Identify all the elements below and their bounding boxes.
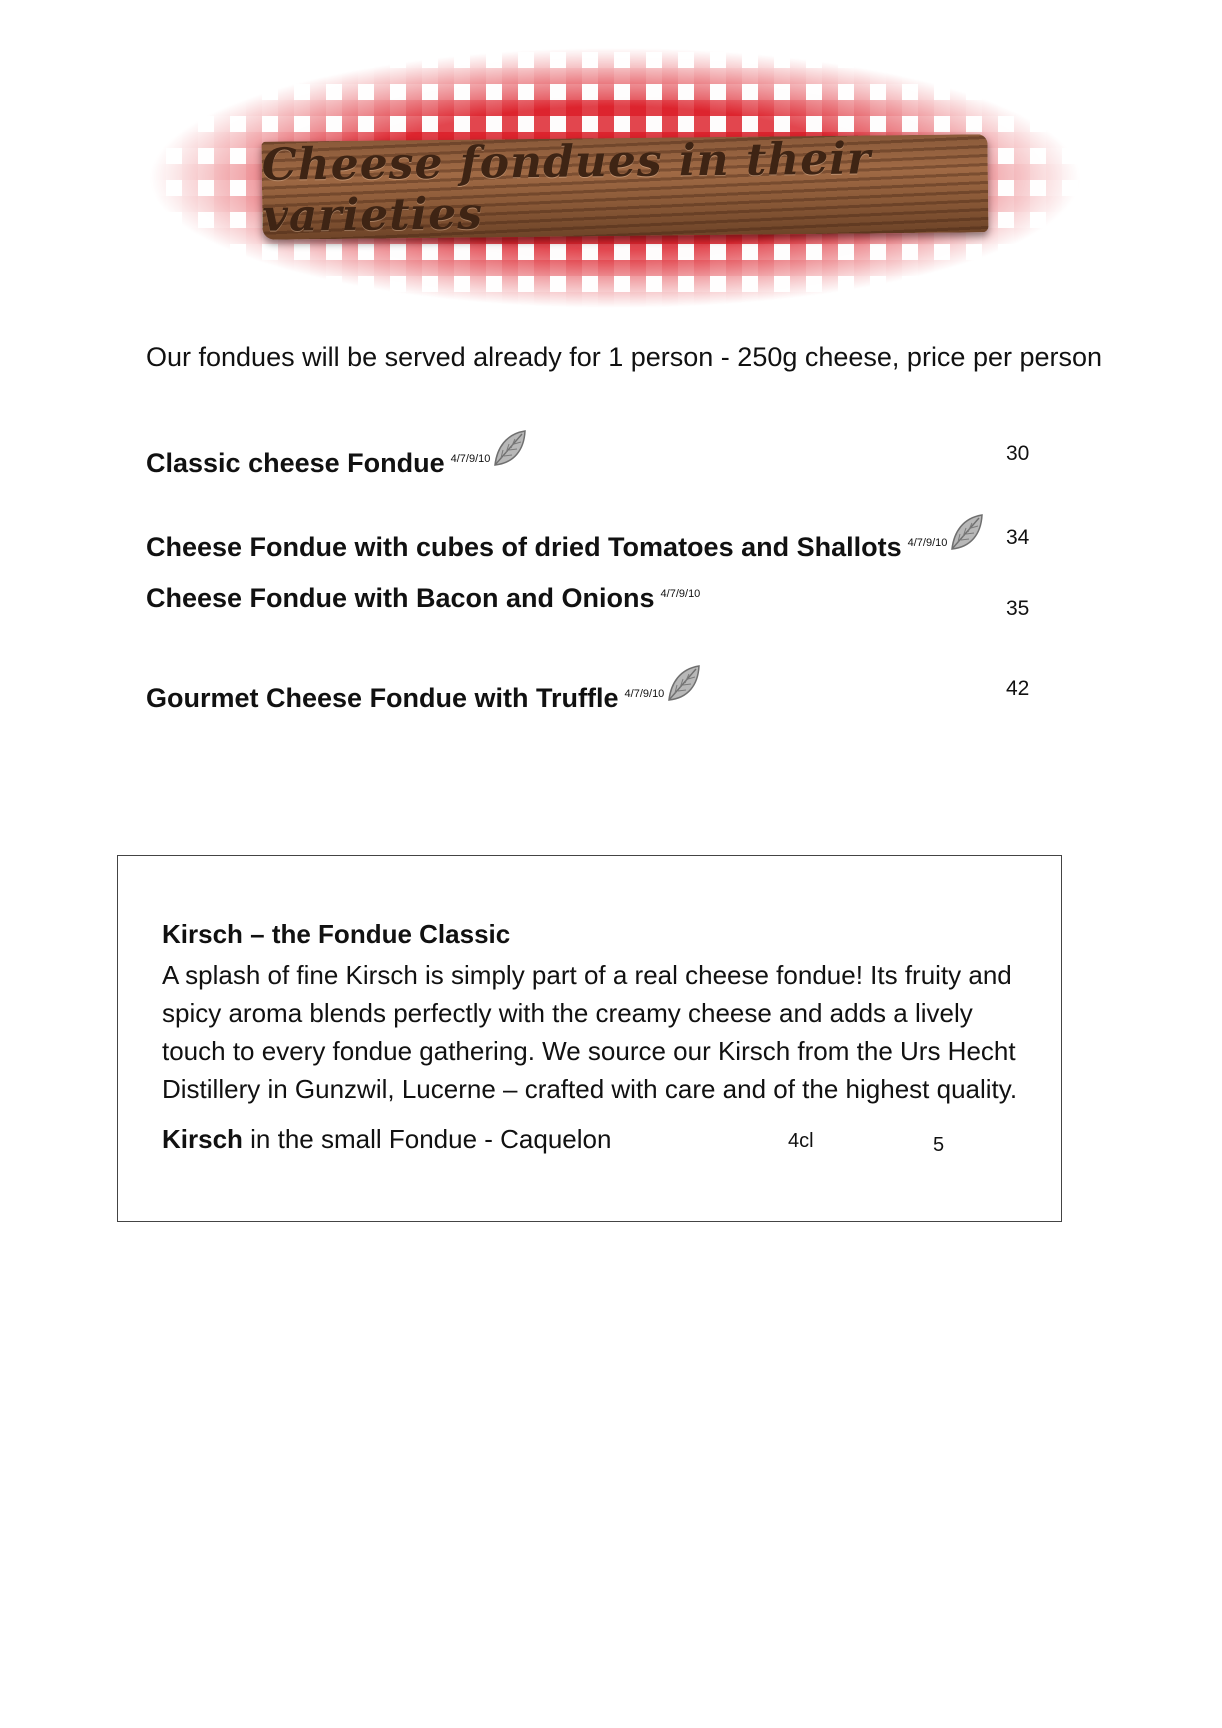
leaf-icon bbox=[492, 428, 528, 473]
allergen-codes: 4/7/9/10 bbox=[660, 588, 701, 600]
kirsch-title: Kirsch – the Fondue Classic bbox=[162, 919, 511, 949]
item-price: 35 bbox=[1006, 597, 1030, 620]
kirsch-description: A splash of fine Kirsch is simply part of a real cheese fondue! Its fruity and spicy aroma blends perfectly with the creamy cheese and adds a lively touch to every fondue gathering. We source our Kirsch from the Urs Hecht Distillery in Gunzwil, Lucerne – crafted with care and of the highest quality. bbox=[162, 960, 1018, 1104]
allergen-codes: 4/7/9/10 bbox=[624, 688, 665, 700]
kirsch-price: 5 bbox=[933, 1134, 945, 1156]
item-price: 42 bbox=[1006, 677, 1030, 700]
item-name: Gourmet Cheese Fondue with Truffle bbox=[146, 683, 619, 713]
menu-item bbox=[146, 663, 1046, 713]
item-price: 34 bbox=[1006, 526, 1030, 549]
allergen-codes: 4/7/9/10 bbox=[907, 537, 948, 549]
kirsch-item-description: in the small Fondue - Caquelon bbox=[242, 1124, 612, 1154]
item-name: Cheese Fondue with Bacon and Onions bbox=[146, 583, 655, 613]
leaf-icon bbox=[666, 663, 702, 708]
kirsch-item bbox=[162, 1124, 611, 1155]
wooden-sign bbox=[262, 134, 989, 240]
item-name: Classic cheese Fondue bbox=[146, 448, 445, 478]
menu-item bbox=[146, 512, 1046, 562]
kirsch-info-box bbox=[117, 855, 1062, 1222]
intro-text: Our fondues will be served already for 1 person - 250g cheese, price per person bbox=[146, 342, 1103, 372]
menu-item bbox=[146, 583, 1046, 623]
item-name: Cheese Fondue with cubes of dried Tomatoes and Shallots bbox=[146, 532, 902, 562]
allergen-codes: 4/7/9/10 bbox=[450, 453, 491, 465]
menu-item bbox=[146, 428, 1046, 478]
page-title: Cheese fondues in their varieties bbox=[261, 133, 872, 242]
kirsch-quantity: 4cl bbox=[788, 1130, 814, 1152]
leaf-icon bbox=[949, 512, 985, 557]
item-price: 30 bbox=[1006, 442, 1030, 465]
kirsch-item-name: Kirsch bbox=[162, 1124, 243, 1154]
